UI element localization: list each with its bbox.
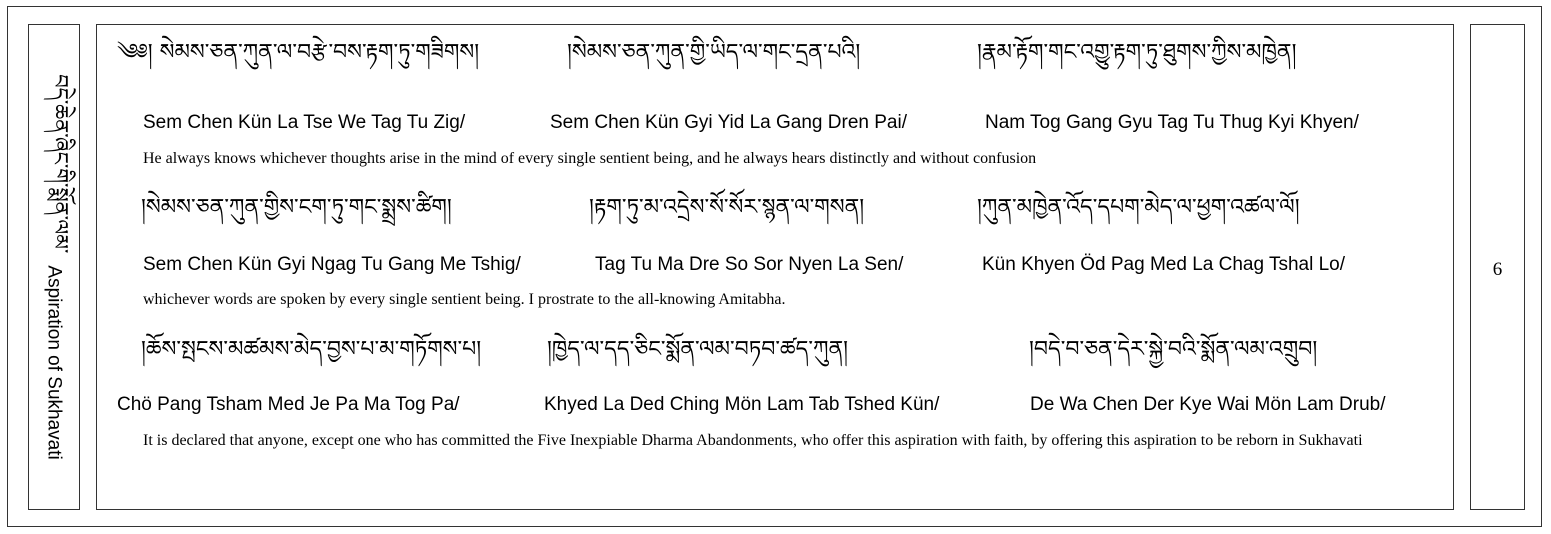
translation: whichever words are spoken by every single sentient being. I prostrate to the all-knowing Amitabha. <box>143 291 786 308</box>
phonetic-line <box>97 245 1453 285</box>
tibetan-verse: །སེམས་ཅན་ཀུན་གྱི་ཡིད་ལ་གང་དྲན་པའི། <box>567 40 861 65</box>
phonetic-verse: Sem Chen Kün Gyi Ngag Tu Gang Me Tshig/ <box>143 254 521 275</box>
tibetan-verse: །རྟག་ཏུ་མ་འདྲེས་སོ་སོར་སྙན་ལ་གསན། <box>589 195 865 220</box>
page-number-box <box>1470 24 1525 510</box>
phonetic-verse: Kün Khyen Öd Pag Med La Chag Tshal Lo/ <box>982 254 1346 275</box>
tibetan-line <box>97 188 1453 228</box>
spine-english-title: Aspiration of Sukhavati <box>44 265 65 460</box>
phonetic-verse: Sem Chen Kün La Tse We Tag Tu Zig/ <box>143 112 466 133</box>
tibetan-line <box>97 330 1453 370</box>
page-number: 6 <box>1492 259 1503 280</box>
phonetic-verse: Sem Chen Kün Gyi Yid La Gang Dren Pai/ <box>550 112 907 133</box>
phonetic-verse: Tag Tu Ma Dre So Sor Nyen La Sen/ <box>595 254 904 275</box>
translation: He always knows whichever thoughts arise in the mind of every single sentient being, and he always hears distinctly and without confusion <box>143 150 1037 167</box>
text-panel <box>96 24 1454 510</box>
tibetan-verse: །ཆོས་སྤངས་མཚམས་མེད་བྱས་པ་མ་གཏོགས་པ། <box>141 337 482 362</box>
phonetic-line <box>97 103 1453 143</box>
spine-title-box <box>28 24 80 510</box>
tibetan-verse: །བདེ་བ་ཅན་དེར་སྐྱེ་བའི་སྨོན་ལམ་འགྲུབ། <box>1029 337 1318 362</box>
phonetic-verse: Chö Pang Tsham Med Je Pa Ma Tog Pa/ <box>117 394 460 415</box>
tibetan-verse: །སེམས་ཅན་ཀུན་གྱིས་ངག་ཏུ་གང་སྨྲས་ཚིག། <box>141 195 452 220</box>
translation: It is declared that anyone, except one who has committed the Five Inexpiable Dharma Abandonments, who offer this aspiration with faith, by offering this aspiration to be reborn in Sukhavati <box>143 432 1363 449</box>
phonetic-verse: Nam Tog Gang Gyu Tag Tu Thug Kyi Khyen/ <box>985 112 1359 133</box>
phonetic-verse: Khyed La Ded Ching Mön Lam Tab Tshed Kün/ <box>544 394 940 415</box>
tibetan-verse: །ཁྱེད་ལ་དད་ཅིང་སྨོན་ལམ་བཏབ་ཚད་ཀུན། <box>547 337 849 362</box>
phonetic-verse: De Wa Chen Der Kye Wai Mön Lam Drub/ <box>1030 394 1386 415</box>
spine-tibetan-title: བདེ་ཆེན་ཞིང་གི་སྨོན་ལམ་ <box>48 74 73 254</box>
tibetan-verse: །རྣམ་རྟོག་གང་འགྱུ་རྟག་ཏུ་ཐུགས་ཀྱིས་མཁྱེན། <box>977 40 1297 65</box>
tibetan-line <box>97 33 1453 73</box>
spine-title <box>28 74 80 459</box>
tibetan-verse: །ཀུན་མཁྱེན་འོད་དཔག་མེད་ལ་ཕྱག་འཚལ་ལོ། <box>977 195 1300 220</box>
tibetan-verse: ༄༅། སེམས་ཅན་ཀུན་ལ་བརྩེ་བས་རྟག་ཏུ་གཟིགས། <box>117 40 480 65</box>
phonetic-line <box>97 385 1453 425</box>
